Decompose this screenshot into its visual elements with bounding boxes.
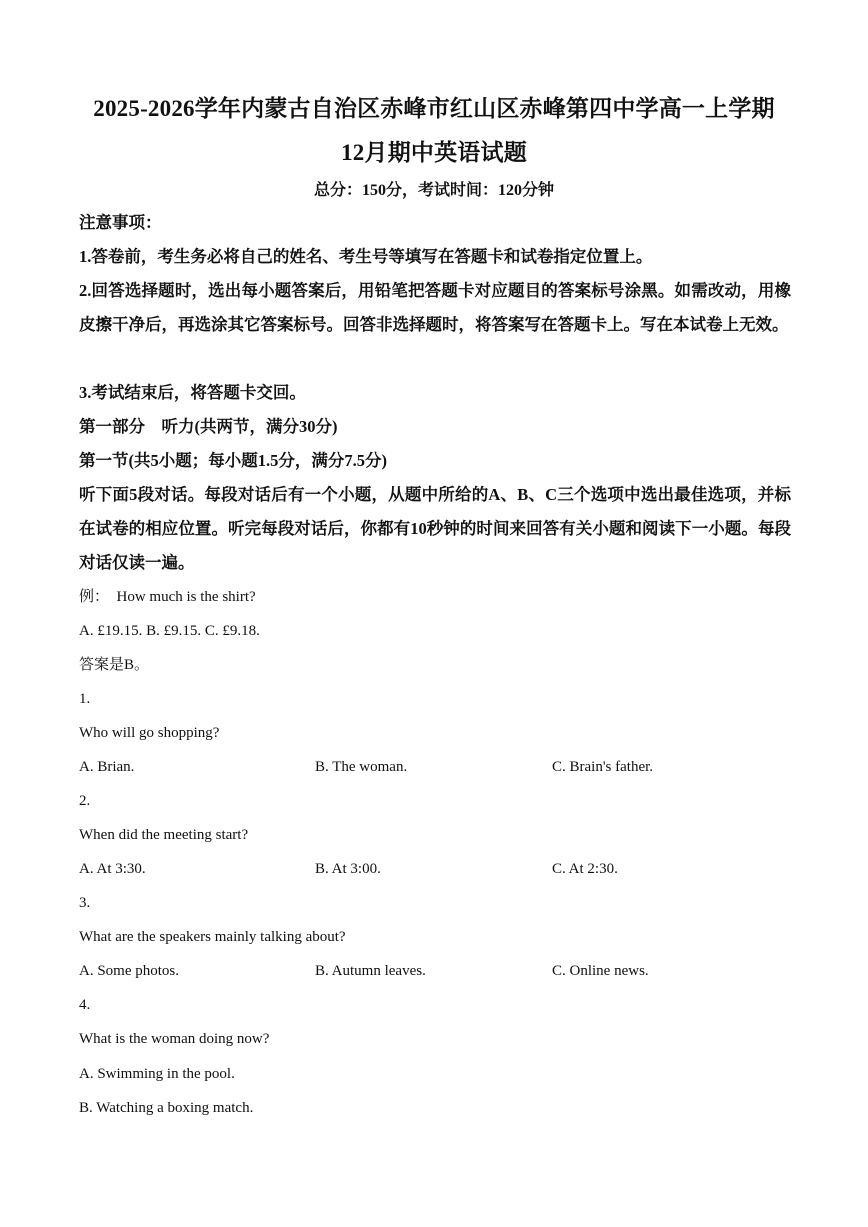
listening-instructions: 听下面5段对话。每段对话后有一个小题，从题中所给的A、B、C三个选项中选出最佳选项，并标在试卷的相应位置。听完每段对话后，你都有10秒钟的时间来回答有关小题和阅读下一小题。每段对话仅读一遍。 <box>79 485 791 572</box>
q3-option-c: C. Online news. <box>552 963 649 979</box>
question-text-1: Who will go shopping? <box>79 725 220 741</box>
exam-title-line2: 12月期中英语试题 <box>341 140 527 165</box>
exam-title-line1: 2025-2026学年内蒙古自治区赤峰市红山区赤峰第四中学高一上学期 <box>93 96 775 121</box>
question-number-3: 3. <box>79 895 91 911</box>
question-text-3: What are the speakers mainly talking about? <box>79 929 346 945</box>
example-question: 例： How much is the shirt? <box>79 589 256 605</box>
q2-option-b: B. At 3:00. <box>315 861 381 877</box>
part1-heading: 第一部分 听力(共两节，满分30分) <box>79 417 338 436</box>
question-number-4: 4. <box>79 997 91 1013</box>
question-text-2: When did the meeting start? <box>79 827 249 843</box>
q2-option-a: A. At 3:30. <box>79 861 146 877</box>
score-time-info: 总分：150分，考试时间：120分钟 <box>313 182 554 199</box>
q3-option-b: B. Autumn leaves. <box>315 963 426 979</box>
notice-item-3: 3.考试结束后，将答题卡交回。 <box>79 383 306 402</box>
notice-heading: 注意事项： <box>79 213 162 232</box>
notice-item-1: 1.答卷前，考生务必将自己的姓名、考生号等填写在答题卡和试卷指定位置上。 <box>79 247 653 266</box>
example-options: A. £19.15. B. £9.15. C. £9.18. <box>79 623 260 639</box>
question-number-2: 2. <box>79 793 91 809</box>
q1-option-a: A. Brian. <box>79 759 135 775</box>
q2-option-c: C. At 2:30. <box>552 861 618 877</box>
q3-option-a: A. Some photos. <box>79 963 180 979</box>
question-text-4: What is the woman doing now? <box>79 1031 270 1047</box>
q4-option-a: A. Swimming in the pool. <box>79 1066 235 1082</box>
question-number-1: 1. <box>79 691 91 707</box>
q1-option-b: B. The woman. <box>315 759 408 775</box>
notice-item-2: 2.回答选择题时，选出每小题答案后，用铅笔把答题卡对应题目的答案标号涂黑。如需改动，用橡皮擦干净后，再选涂其它答案标号。回答非选择题时，将答案写在答题卡上。写在本试卷上无效。 <box>79 281 791 334</box>
section1-heading: 第一节(共5小题；每小题1.5分，满分7.5分) <box>79 451 387 470</box>
q4-option-b: B. Watching a boxing match. <box>79 1100 254 1116</box>
q1-option-c: C. Brain's father. <box>552 759 654 775</box>
example-answer: 答案是B。 <box>79 657 150 673</box>
